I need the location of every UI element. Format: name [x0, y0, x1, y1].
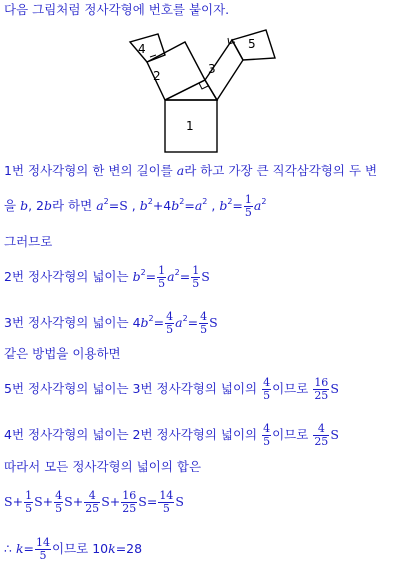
square-4 — [130, 34, 165, 62]
label-5: 5 — [248, 37, 256, 51]
sum-line: S+ $\frac{1}{5}$ S+ $\frac{4}{5}$ S+ $\frac{4}{25}$ S+ $\frac{16}{25}$ S= $\frac{14}{5}$ S — [4, 489, 184, 515]
p1-line: 1번 정사각형의 한 변의 길이를 a라 하고 가장 큰 직각삼각형의 두 변 — [4, 163, 378, 178]
label-4: 4 — [138, 42, 146, 56]
sq2-line: 2번 정사각형의 넓이는 $b^2=$ $\frac{1}{5}$ $a^2=$ $\frac{1}{5}$ S — [4, 264, 210, 290]
intro-text: 다음 그림처럼 정사각형에 번호를 붙이자. — [4, 2, 230, 17]
label-1: 1 — [186, 119, 194, 133]
p2-line: 을 b, 2b라 하면 $a^2=S$ , $b^2+4b^2=a^2$ , $b^2=$ $\frac{1}{5}$ $a^2$ — [4, 193, 267, 219]
final-line: ∴ k= $\frac{14}{5}$ 이므로 10k=28 — [4, 536, 143, 562]
sq3-line: 3번 정사각형의 넓이는 $4b^2=$ $\frac{4}{5}$ $a^2=$ $\frac{4}{5}$ S — [4, 310, 218, 336]
similar-text: 같은 방법을 이용하면 — [4, 346, 121, 361]
sum-text: 따라서 모든 정사각형의 넓이의 합은 — [4, 459, 202, 474]
label-2: 2 — [153, 69, 161, 83]
sq4-line: 4번 정사각형의 넓이는 2번 정사각형의 넓이의 $\frac{4}{5}$ 이므로 $\frac{4}{25}$ S — [4, 422, 339, 448]
label-3: 3 — [208, 62, 216, 76]
therefore-text: 그러므로 — [4, 234, 53, 249]
squares-diagram — [0, 0, 400, 160]
sq5-line: 5번 정사각형의 넓이는 3번 정사각형의 넓이의 $\frac{4}{5}$ 이므로 $\frac{16}{25}$ S — [4, 376, 339, 402]
right-triangle — [165, 80, 217, 100]
